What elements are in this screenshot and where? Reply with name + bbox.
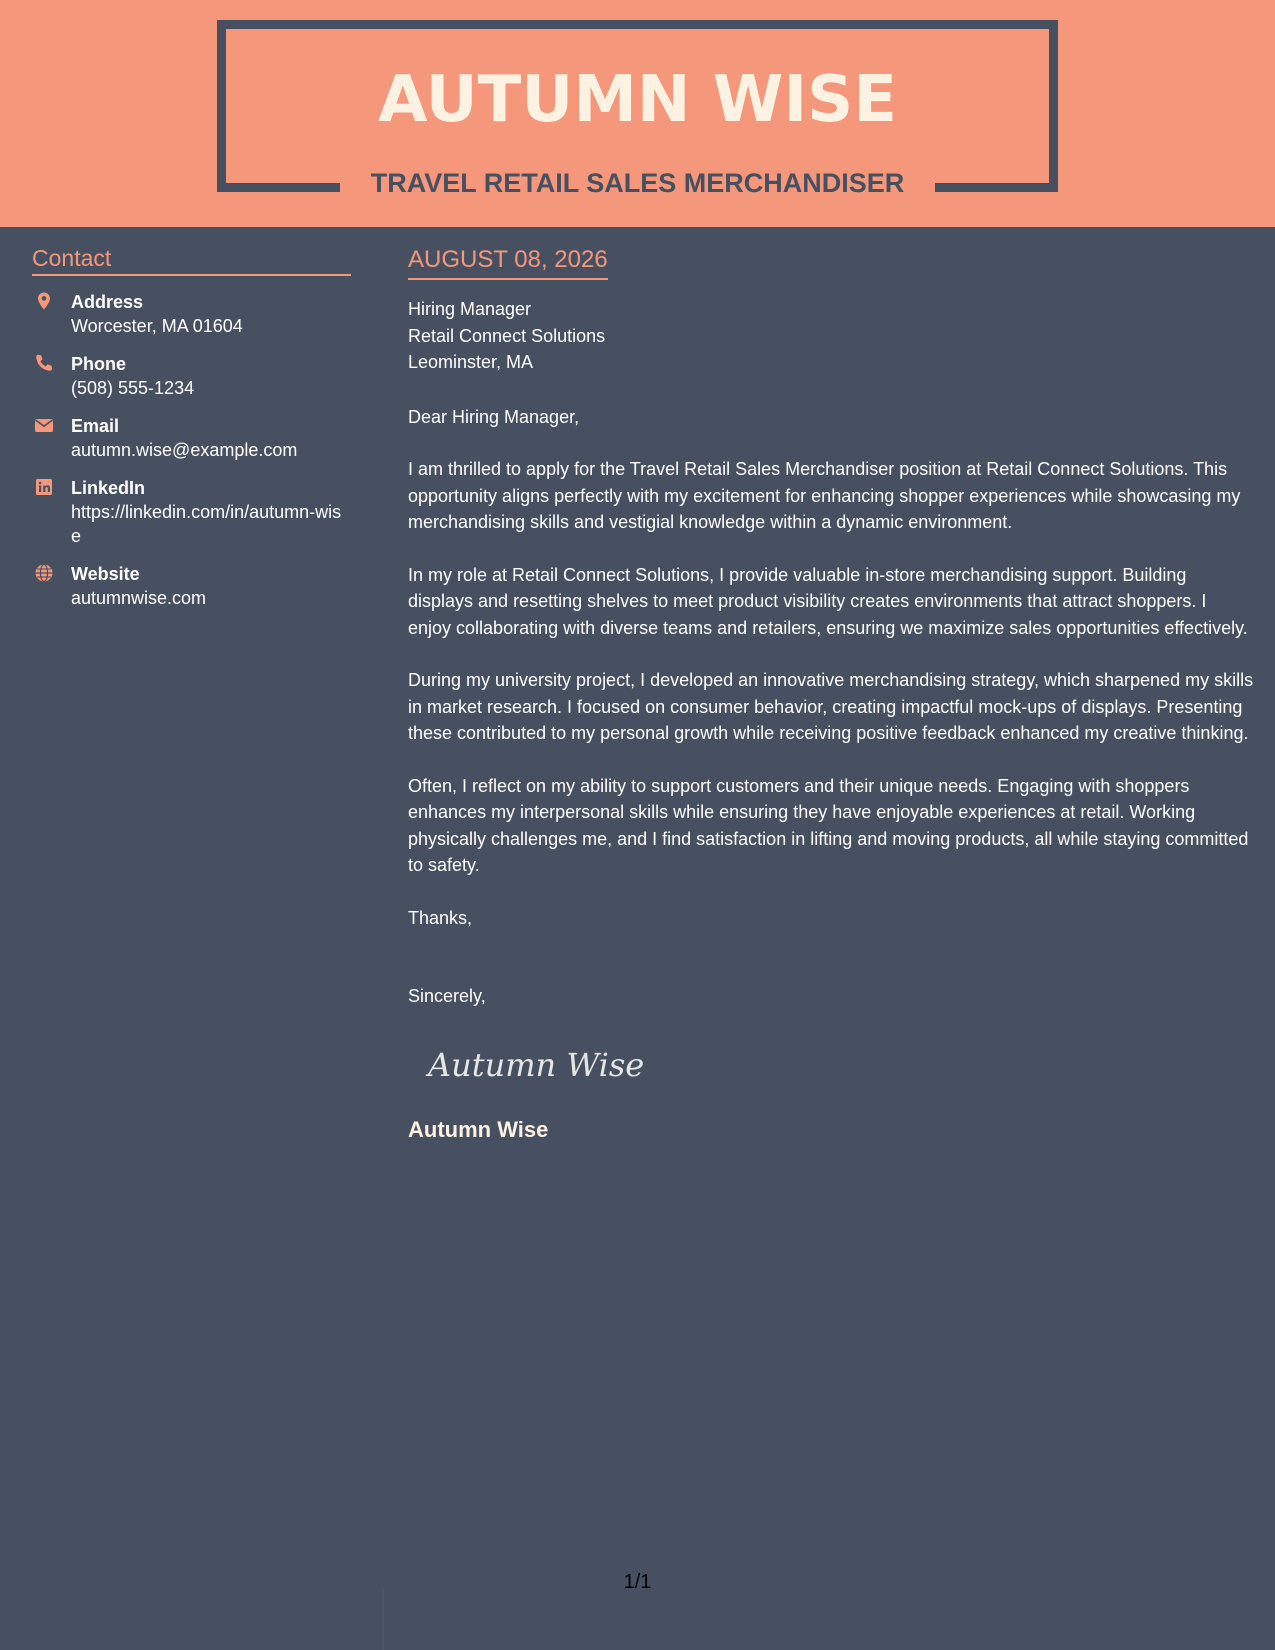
letter-body	[408, 244, 1254, 1145]
map-pin-icon	[34, 291, 54, 311]
recipient-block	[408, 296, 1254, 376]
envelope-icon	[34, 415, 54, 435]
closing: Thanks,	[408, 907, 473, 928]
salutation: Dear Hiring Manager,	[408, 406, 580, 427]
contact-email	[32, 414, 351, 462]
contact-phone	[32, 352, 351, 400]
contact-label-website: Website	[71, 564, 140, 584]
linkedin-icon	[34, 477, 54, 497]
letter-paragraph: In my role at Retail Connect Solutions, I provide valuable in-store merchandising support. Building displays and resetting shelves to meet product visibility creates environments that attract shoppers. I enjoy collaborating with diverse teams and retailers, ensuring we maximize sales opportunities effectively.	[408, 564, 1248, 638]
contact-value-email: autumn.wise@example.com	[71, 440, 298, 460]
contact-label-email: Email	[71, 416, 120, 436]
job-title: TRAVEL RETAIL SALES MERCHANDISER	[370, 168, 905, 198]
phone-icon	[34, 353, 54, 373]
contact-website	[32, 562, 351, 610]
contact-value-linkedin: https://linkedin.com/in/autumn-wise	[71, 502, 342, 546]
applicant-name: AUTUMN WISE	[378, 63, 897, 137]
letter-paragraph: During my university project, I developed an innovative merchandising strategy, which sharpened my skills in market research. I focused on consumer behavior, creating impactful mock-ups of displays. Presenting these contributed to my personal growth while receiving positive feedback enhanced my creative thinking.	[408, 670, 1254, 743]
header-banner	[0, 0, 1275, 227]
contact-label-phone: Phone	[71, 354, 127, 374]
contact-label-address: Address	[71, 292, 144, 312]
contact-value-website: autumnwise.com	[71, 588, 207, 608]
contact-linkedin	[32, 476, 351, 548]
contact-heading: Contact	[32, 244, 351, 276]
svg-text:Autumn Wise: Autumn Wise	[428, 1045, 645, 1084]
recipient-line: Hiring Manager	[408, 299, 532, 319]
contact-value-address: Worcester, MA 01604	[71, 316, 243, 336]
signer-name: Autumn Wise	[408, 1117, 549, 1142]
contact-value-phone: (508) 555-1234	[71, 378, 195, 398]
letter-date: AUGUST 08, 2026	[408, 244, 608, 280]
signature	[422, 1036, 662, 1092]
page-indicator: 1/1	[623, 1571, 652, 1593]
globe-icon	[34, 563, 54, 583]
recipient-line: Retail Connect Solutions	[408, 325, 606, 346]
contact-sidebar	[32, 244, 351, 610]
letter-paragraph: Often, I reflect on my ability to support customers and their unique needs. Engaging with shoppers enhances my interpersonal skills while ensuring they have enjoyable experiences at retail. Working physically challenges me, and I find satisfaction in lifting and moving products, all while staying committed to safety.	[408, 775, 1249, 875]
contact-label-linkedin: LinkedIn	[71, 478, 146, 498]
letter-paragraph: I am thrilled to apply for the Travel Retail Sales Merchandiser position at Retail Connect Solutions. This opportunity aligns perfectly with my excitement for enhancing shopper experiences while showcasing my merchandising skills and vestigial knowledge within a dynamic environment.	[408, 459, 1241, 532]
recipient-line: Leominster, MA	[408, 352, 534, 372]
contact-address	[32, 290, 351, 338]
signoff: Sincerely,	[408, 986, 486, 1006]
